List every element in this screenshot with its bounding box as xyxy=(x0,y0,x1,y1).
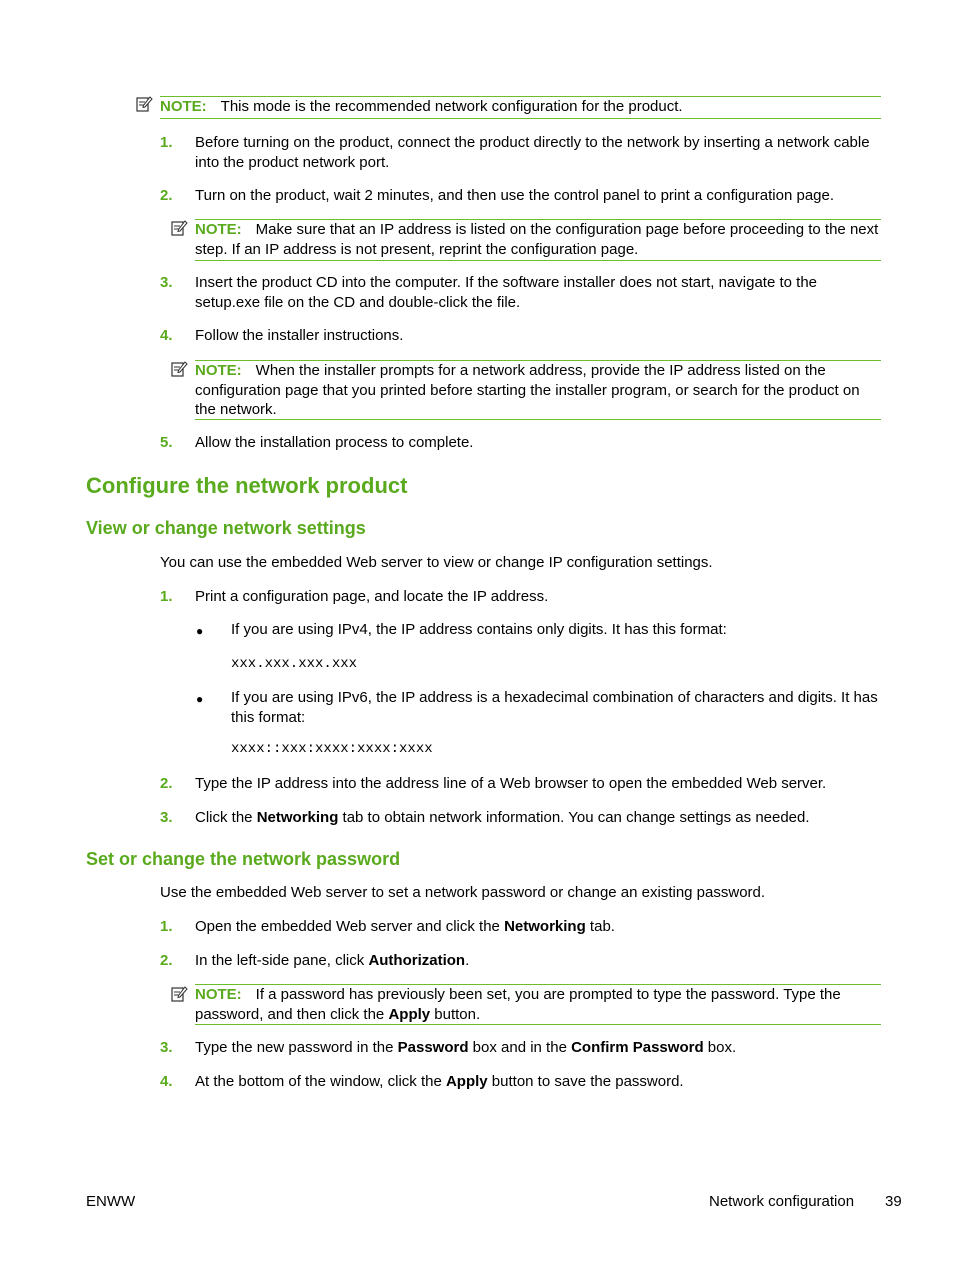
step-number: 4. xyxy=(160,1073,173,1090)
step-text: Click the Networking tab to obtain network information. You can change settings as needed. xyxy=(195,809,810,826)
note-label: NOTE: xyxy=(195,221,242,238)
step-number: 5. xyxy=(160,434,173,451)
note-text: Make sure that an IP address is listed on the configuration page before proceeding to the next step. If an IP address is not present, reprint the configuration page. xyxy=(195,221,879,258)
step-text: Turn on the product, wait 2 minutes, and then use the control panel to print a configuration page. xyxy=(195,187,835,204)
bullet-icon: ● xyxy=(196,692,204,706)
note-box xyxy=(195,360,881,420)
step-number: 1. xyxy=(160,588,173,605)
code-format: xxxx::xxx:xxxx:xxxx:xxxx xyxy=(231,741,433,757)
note-label: NOTE: xyxy=(160,98,207,115)
step-text: Insert the product CD into the computer. If the software installer does not start, navigate to the setup.exe file on the CD and double-click the file. xyxy=(195,274,818,311)
note-icon xyxy=(171,361,188,378)
note-text: If a password has previously been set, you are prompted to type the password. Type the password, and then click the Apply button. xyxy=(195,986,841,1023)
subsection-heading: Set or change the network password xyxy=(86,849,401,869)
step-number: 2. xyxy=(160,187,173,204)
step-text: Allow the installation process to complete. xyxy=(195,434,474,451)
note-icon xyxy=(136,96,153,113)
note-label: NOTE: xyxy=(195,362,242,379)
note-box xyxy=(195,984,881,1025)
step-number: 3. xyxy=(160,1039,173,1056)
step-text: Open the embedded Web server and click the Networking tab. xyxy=(195,918,615,935)
section-heading: Configure the network product xyxy=(86,473,408,498)
subsection-heading: View or change network settings xyxy=(86,518,366,538)
bullet-icon: ● xyxy=(196,624,204,638)
note-text: When the installer prompts for a network address, provide the IP address listed on the configuration page that you printed before starting the installer program, or search for the product on the network. xyxy=(195,362,860,418)
step-text: In the left-side pane, click Authorization. xyxy=(195,952,470,969)
note-icon xyxy=(171,220,188,237)
page-number: 39 xyxy=(885,1193,902,1210)
note-box xyxy=(160,96,881,119)
footer-section: Network configuration xyxy=(709,1193,855,1210)
step-number: 1. xyxy=(160,134,173,151)
paragraph: You can use the embedded Web server to view or change IP configuration settings. xyxy=(160,554,713,571)
step-text: Type the new password in the Password box and in the Confirm Password box. xyxy=(195,1039,737,1056)
step-number: 1. xyxy=(160,918,173,935)
note-box xyxy=(195,219,881,261)
step-number: 2. xyxy=(160,952,173,969)
note-text: This mode is the recommended network configuration for the product. xyxy=(220,98,683,115)
step-text: Print a configuration page, and locate the IP address. xyxy=(195,588,549,605)
step-number: 4. xyxy=(160,327,173,344)
bullet-text: If you are using IPv6, the IP address is a hexadecimal combination of characters and digits. It has this format: xyxy=(231,689,878,726)
step-text: Follow the installer instructions. xyxy=(195,327,404,344)
code-format: xxx.xxx.xxx.xxx xyxy=(231,656,358,672)
step-text: Type the IP address into the address line of a Web browser to open the embedded Web server. xyxy=(195,775,827,792)
paragraph: Use the embedded Web server to set a network password or change an existing password. xyxy=(160,884,766,901)
note-icon xyxy=(171,986,188,1003)
note-label: NOTE: xyxy=(195,986,242,1003)
bullet-text: If you are using IPv4, the IP address contains only digits. It has this format: xyxy=(231,621,727,638)
step-number: 3. xyxy=(160,809,173,826)
footer-left: ENWW xyxy=(86,1193,136,1210)
step-number: 2. xyxy=(160,775,173,792)
step-number: 3. xyxy=(160,274,173,291)
step-text: Before turning on the product, connect the product directly to the network by inserting a network cable into the product network port. xyxy=(195,134,870,171)
step-text: At the bottom of the window, click the Apply button to save the password. xyxy=(195,1073,684,1090)
